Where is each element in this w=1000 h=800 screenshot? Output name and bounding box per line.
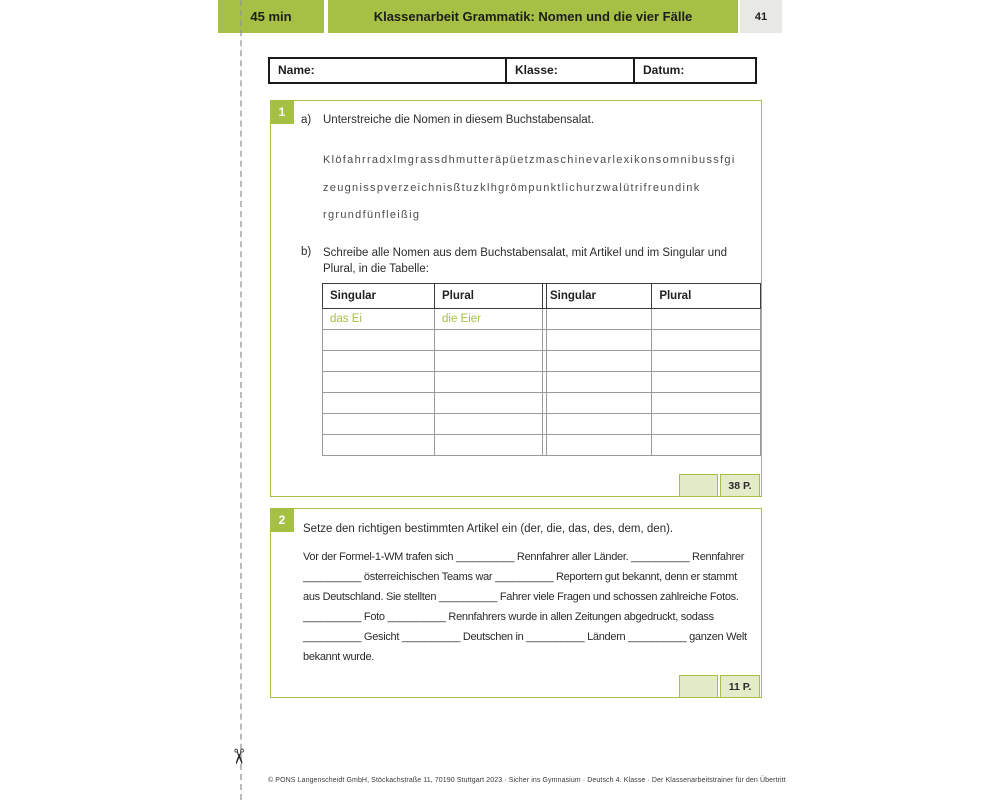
task-2-instruction: Setze den richtigen bestimmten Artikel ein (der, die, das, des, dem, den). bbox=[303, 523, 674, 535]
table-row bbox=[323, 330, 547, 351]
letter-salad bbox=[323, 147, 736, 230]
table-cell bbox=[435, 435, 547, 456]
points-blank-box bbox=[679, 675, 718, 698]
table-row bbox=[323, 372, 547, 393]
letter-salad-line: Klöfahrradxlmgrassdhmutteräpüetzmaschinevarlexikonsomnibussfgi bbox=[323, 154, 736, 166]
table-cell: die Eier bbox=[435, 309, 547, 330]
table-cell bbox=[652, 372, 761, 393]
table-cell bbox=[435, 351, 547, 372]
table-header-cell: Singular bbox=[323, 284, 435, 309]
cut-line bbox=[240, 0, 242, 800]
imprint-footer: © PONS Langenscheidt GmbH, Stöckachstraße 11, 70190 Stuttgart 2023 · Sicher ins Gymnasium · Deutsch 4. Klasse · Der Klassenarbeitstrainer für den Übertritt bbox=[268, 777, 786, 784]
task-1-number-badge: 1 bbox=[270, 100, 294, 124]
scissors-icon: ✂ bbox=[226, 747, 250, 766]
table-cell bbox=[323, 372, 435, 393]
paragraph-line: aus Deutschland. Sie stellten __________ Fahrer viele Fragen und schossen zahlreiche Fotos. bbox=[303, 591, 739, 603]
letter-salad-line: zeugnisspverzeichnisßtuzklhgrömpunktlichurzwalütrifreundink bbox=[323, 181, 701, 194]
table-row bbox=[543, 351, 761, 372]
table-header-cell: Singular bbox=[543, 284, 652, 309]
table-cell bbox=[652, 435, 761, 456]
table-cell bbox=[652, 393, 761, 414]
table-row bbox=[543, 372, 761, 393]
table-row bbox=[323, 414, 547, 435]
table-header-cell: Plural bbox=[435, 284, 547, 309]
table-row bbox=[543, 309, 761, 330]
class-field: Klasse: bbox=[507, 59, 635, 82]
table-cell bbox=[652, 309, 761, 330]
points-badge: 11 P. bbox=[720, 675, 760, 698]
page-number-badge: 41 bbox=[740, 0, 782, 33]
fill-in-paragraph bbox=[303, 547, 747, 667]
paragraph-line: bekannt wurde. bbox=[303, 651, 375, 663]
points-blank-box bbox=[679, 474, 718, 497]
table-row bbox=[543, 414, 761, 435]
part-a-label: a) bbox=[301, 114, 312, 126]
points-badge: 38 P. bbox=[720, 474, 760, 497]
table-cell bbox=[435, 393, 547, 414]
table-cell bbox=[323, 393, 435, 414]
paragraph-line: __________ österreichischen Teams war __________ Reportern gut bekannt, denn er stammt bbox=[303, 571, 737, 583]
letter-salad-line: rgrundfünfleißig bbox=[323, 209, 421, 221]
header-time-box: 45 min bbox=[218, 0, 324, 33]
table-cell bbox=[435, 372, 547, 393]
table-header-cell: Plural bbox=[652, 284, 761, 309]
table-row bbox=[323, 435, 547, 456]
paragraph-line: Vor der Formel-1-WM trafen sich __________ Rennfahrer aller Länder. __________ Rennfahrer bbox=[303, 551, 745, 563]
table-row bbox=[323, 309, 547, 330]
table-cell: das Ei bbox=[323, 309, 435, 330]
table-cell bbox=[652, 351, 761, 372]
task-2-number-badge: 2 bbox=[270, 508, 294, 532]
name-class-date-bar bbox=[268, 57, 757, 84]
task-2-section bbox=[270, 508, 762, 698]
table-cell bbox=[323, 351, 435, 372]
name-field: Name: bbox=[270, 59, 507, 82]
paragraph-line: __________ Foto __________ Rennfahrers wurde in allen Zeitungen abgedruckt, sodass bbox=[303, 611, 714, 623]
table-cell bbox=[323, 414, 435, 435]
date-field: Datum: bbox=[643, 63, 685, 77]
table-cell bbox=[435, 414, 547, 435]
page-title: Klassenarbeit Grammatik: Nomen und die vier Fälle bbox=[328, 0, 738, 33]
table-cell bbox=[652, 414, 761, 435]
answer-table-right bbox=[542, 283, 761, 456]
table-cell bbox=[543, 414, 652, 435]
table-cell bbox=[543, 351, 652, 372]
table-cell bbox=[435, 330, 547, 351]
part-b-label: b) bbox=[301, 246, 312, 258]
table-cell bbox=[543, 435, 652, 456]
table-cell bbox=[323, 330, 435, 351]
table-row bbox=[323, 351, 547, 372]
table-row bbox=[543, 435, 761, 456]
table-cell bbox=[323, 435, 435, 456]
table-row bbox=[543, 330, 761, 351]
part-a-instruction: Unterstreiche die Nomen in diesem Buchstabensalat. bbox=[323, 114, 595, 126]
table-row bbox=[323, 393, 547, 414]
table-row bbox=[543, 393, 761, 414]
paragraph-line: __________ Gesicht __________ Deutschen in __________ Ländern __________ ganzen Welt bbox=[303, 631, 747, 643]
table-cell bbox=[543, 330, 652, 351]
table-cell bbox=[543, 309, 652, 330]
part-b-instruction: Schreibe alle Nomen aus dem Buchstabensalat, mit Artikel und im Singular und Plural, in die Tabelle: bbox=[323, 247, 727, 275]
table-cell bbox=[652, 330, 761, 351]
table-cell bbox=[543, 372, 652, 393]
answer-table-left bbox=[322, 283, 547, 456]
task-1-section bbox=[270, 100, 762, 497]
table-cell bbox=[543, 393, 652, 414]
